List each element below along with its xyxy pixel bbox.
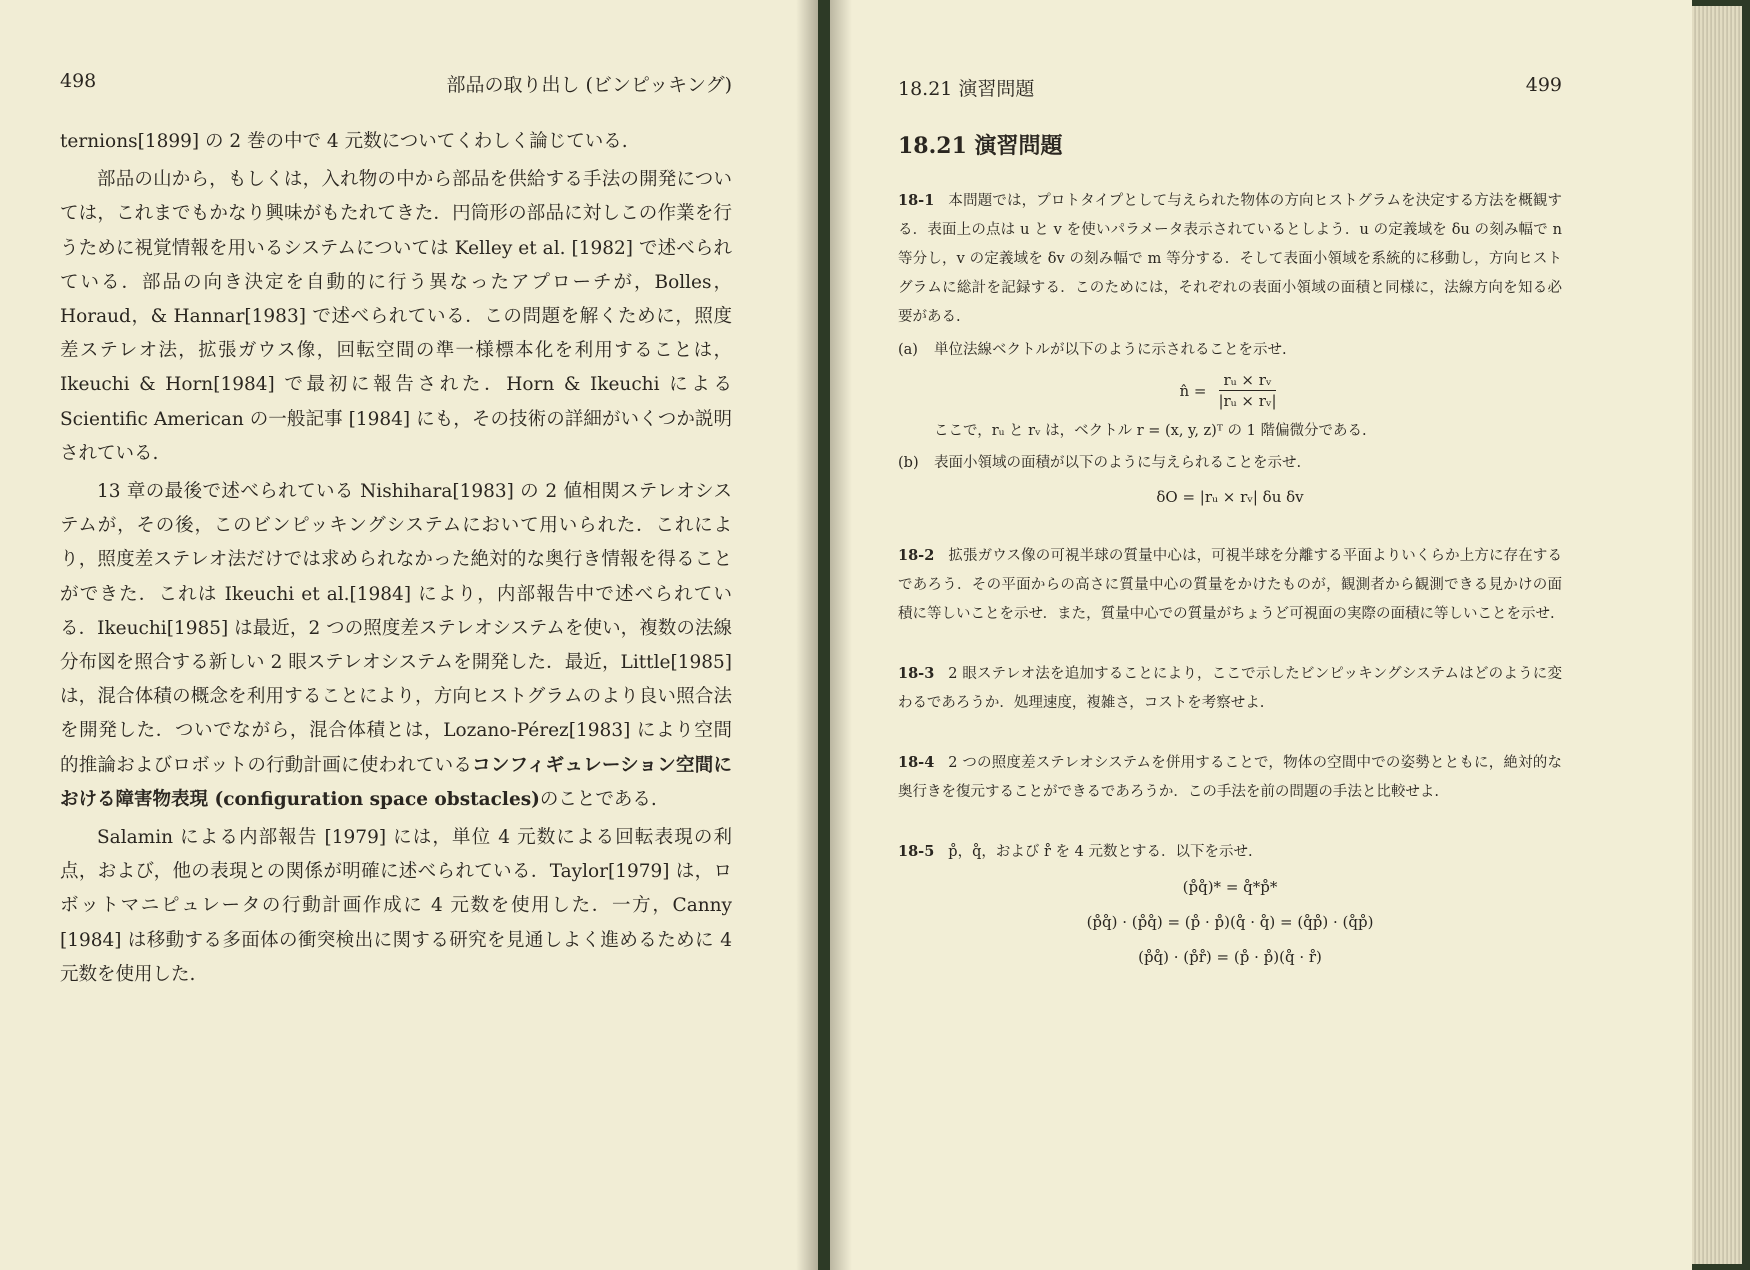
section-title: 18.21 演習問題 <box>898 133 1063 159</box>
sub-note: ここで，rᵤ と rᵥ は，ベクトル r = (x, y, z)ᵀ の 1 階偏微分である. <box>934 423 1367 439</box>
running-head: 部品の取り出し (ビンピッキング) <box>446 74 732 96</box>
page-number: 499 <box>1525 74 1562 96</box>
sub-text: 表面小領域の面積が以下のように与えられることを示せ. <box>934 455 1302 471</box>
sub-text: 単位法線ベクトルが以下のように示されることを示せ. <box>934 342 1287 358</box>
paragraph: ternions[1899] の 2 巻の中で 4 元数についてくわしく論じている. <box>60 131 628 152</box>
running-head: 18.21 演習問題 <box>898 78 1035 100</box>
quaternion-equation: (p̊q̊) · (p̊r̊) = (p̊ · p̊)(q̊ · r̊) <box>1138 948 1322 966</box>
bold-term: コンフィギュレーション空間における障害物表現 (configuration space obstacles) <box>60 754 732 810</box>
problem-18-5 <box>898 837 1562 972</box>
problem-text: 本問題では，プロトタイプとして与えられた物体の方向ヒストグラムを決定する方法を概観する．表面上の点は u と v を使いパラメータ表示されているとしよう．u の定義域を δu の刻み幅で n 等分し，v の定義域を δv の刻み幅で m 等分する．そして表面小領域を系統的に移動し，方向ヒストグラムに総計を記録する．このためには，それぞれの表面小領域の面積と同様に，法線方向を知る必要がある. <box>898 193 1562 325</box>
paragraph: 部品の山から，もしくは，入れ物の中から部品を供給する手法の開発については，これまでもかなり興味がもたれてきた．円筒形の部品に対しこの作業を行うために視覚情報を用いるシステムについては Kelley et al. [1982] で述べられている．部品の向き決定を自動的に行う異なったアプローチが，Bolles，Horaud，& Hannar[1983] で述べられている．この問題を解くために，照度差ステレオ法，拡張ガウス像，回転空間の準一様標本化を利用することは，Ikeuchi & Horn[1984] で最初に報告された．Horn & Ikeuchi による Scientific American の一般記事 [1984] にも，その技術の詳細がいくつか説明されている. <box>60 169 732 464</box>
problem-number: 18-5 <box>898 843 935 860</box>
problem-18-3 <box>898 659 1562 718</box>
paragraph: Salamin による内部報告 [1979] には，単位 4 元数による回転表現の利点，および，他の表現との関係が明確に述べられている．Taylor[1979] は，ロボットマニピュレータの行動計画作成に 4 元数を使用した．一方，Canny [1984] は移動する多面体の衝突検出に関する研究を見通しよく進めるために 4 元数を使用した. <box>60 827 732 985</box>
problem-number: 18-4 <box>898 754 935 771</box>
eq-denominator: |rᵤ × rᵥ| <box>1218 392 1277 410</box>
quaternion-equation: (p̊q̊) · (p̊q̊) = (p̊ · p̊)(q̊ · q̊) = (q̊p̊) · (q̊p̊) <box>1086 913 1374 931</box>
eq-lhs: n̂ = <box>1179 381 1207 400</box>
problem-text: 2 眼ステレオ法を追加することにより，ここで示したビンピッキングシステムはどのように変わるであろうか．処理速度，複雑さ，コストを考察せよ. <box>898 666 1562 711</box>
right-header <box>898 74 1562 101</box>
problem-18-4 <box>898 748 1562 807</box>
problem-text: p̊，q̊，および r̊ を 4 元数とする．以下を示せ. <box>948 844 1253 860</box>
left-header <box>60 70 732 97</box>
equation-unit-normal <box>898 370 1562 411</box>
subproblem-b <box>898 449 1562 511</box>
page-edges <box>1692 6 1742 1264</box>
problem-number: 18-3 <box>898 665 935 682</box>
subproblem-a <box>898 336 1562 445</box>
problem-body <box>898 186 1562 332</box>
quaternion-equation: (p̊q̊)* = q̊*p̊* <box>1182 878 1278 896</box>
equation-area: δO = |rᵤ × rᵥ| δu δv <box>1156 488 1304 506</box>
page-number: 498 <box>60 70 97 92</box>
sub-label: (b) <box>898 455 919 471</box>
problem-number: 18-2 <box>898 547 935 564</box>
right-page <box>830 0 1692 1270</box>
problem-number: 18-1 <box>898 192 935 209</box>
paragraph-text: のことである. <box>539 788 657 810</box>
problem-text: 拡張ガウス像の可視半球の質量中心は，可視半球を分離する平面よりいくらか上方に存在するであろう．その平面からの高さに質量中心の質量をかけたものが，観測者から観測できる見かけの面積に等しいことを示せ．また，質量中心での質量がちょうど可視面の実際の面積に等しいことを示せ. <box>898 548 1562 622</box>
problem-text: 2 つの照度差ステレオシステムを併用することで，物体の空間中での姿勢とともに，絶対的な奥行きを復元することができるであろうか．この手法を前の問題の手法と比較せよ. <box>898 755 1562 800</box>
eq-numerator: rᵤ × rᵥ <box>1219 370 1275 391</box>
left-page <box>0 0 818 1270</box>
sub-label: (a) <box>898 342 918 358</box>
paragraph <box>60 475 732 817</box>
problem-18-2 <box>898 541 1562 629</box>
paragraph-text: 13 章の最後で述べられている Nishihara[1983] の 2 値相関ステレオシステムが，その後，このビンピッキングシステムにおいて用いられた．これにより，照度差ステレオ法だけでは求められなかった絶対的な奥行き情報を得ることができた．これは Ikeuchi et al.[1984] により，内部報告中で述べられている．Ikeuchi[1985] は最近，2 つの照度差ステレオシステムを使い，複数の法線分布図を照合する新しい 2 眼ステレオシステムを開発した．最近，Little[1985] は，混合体積の概念を利用することにより，方向ヒストグラムのより良い照合法を開発した．ついでながら，混合体積とは，Lozano-Pérez[1983] により空間的推論およびロボットの行動計画に使われている <box>60 481 732 776</box>
problem-18-1 <box>898 186 1562 511</box>
left-body <box>60 125 732 992</box>
